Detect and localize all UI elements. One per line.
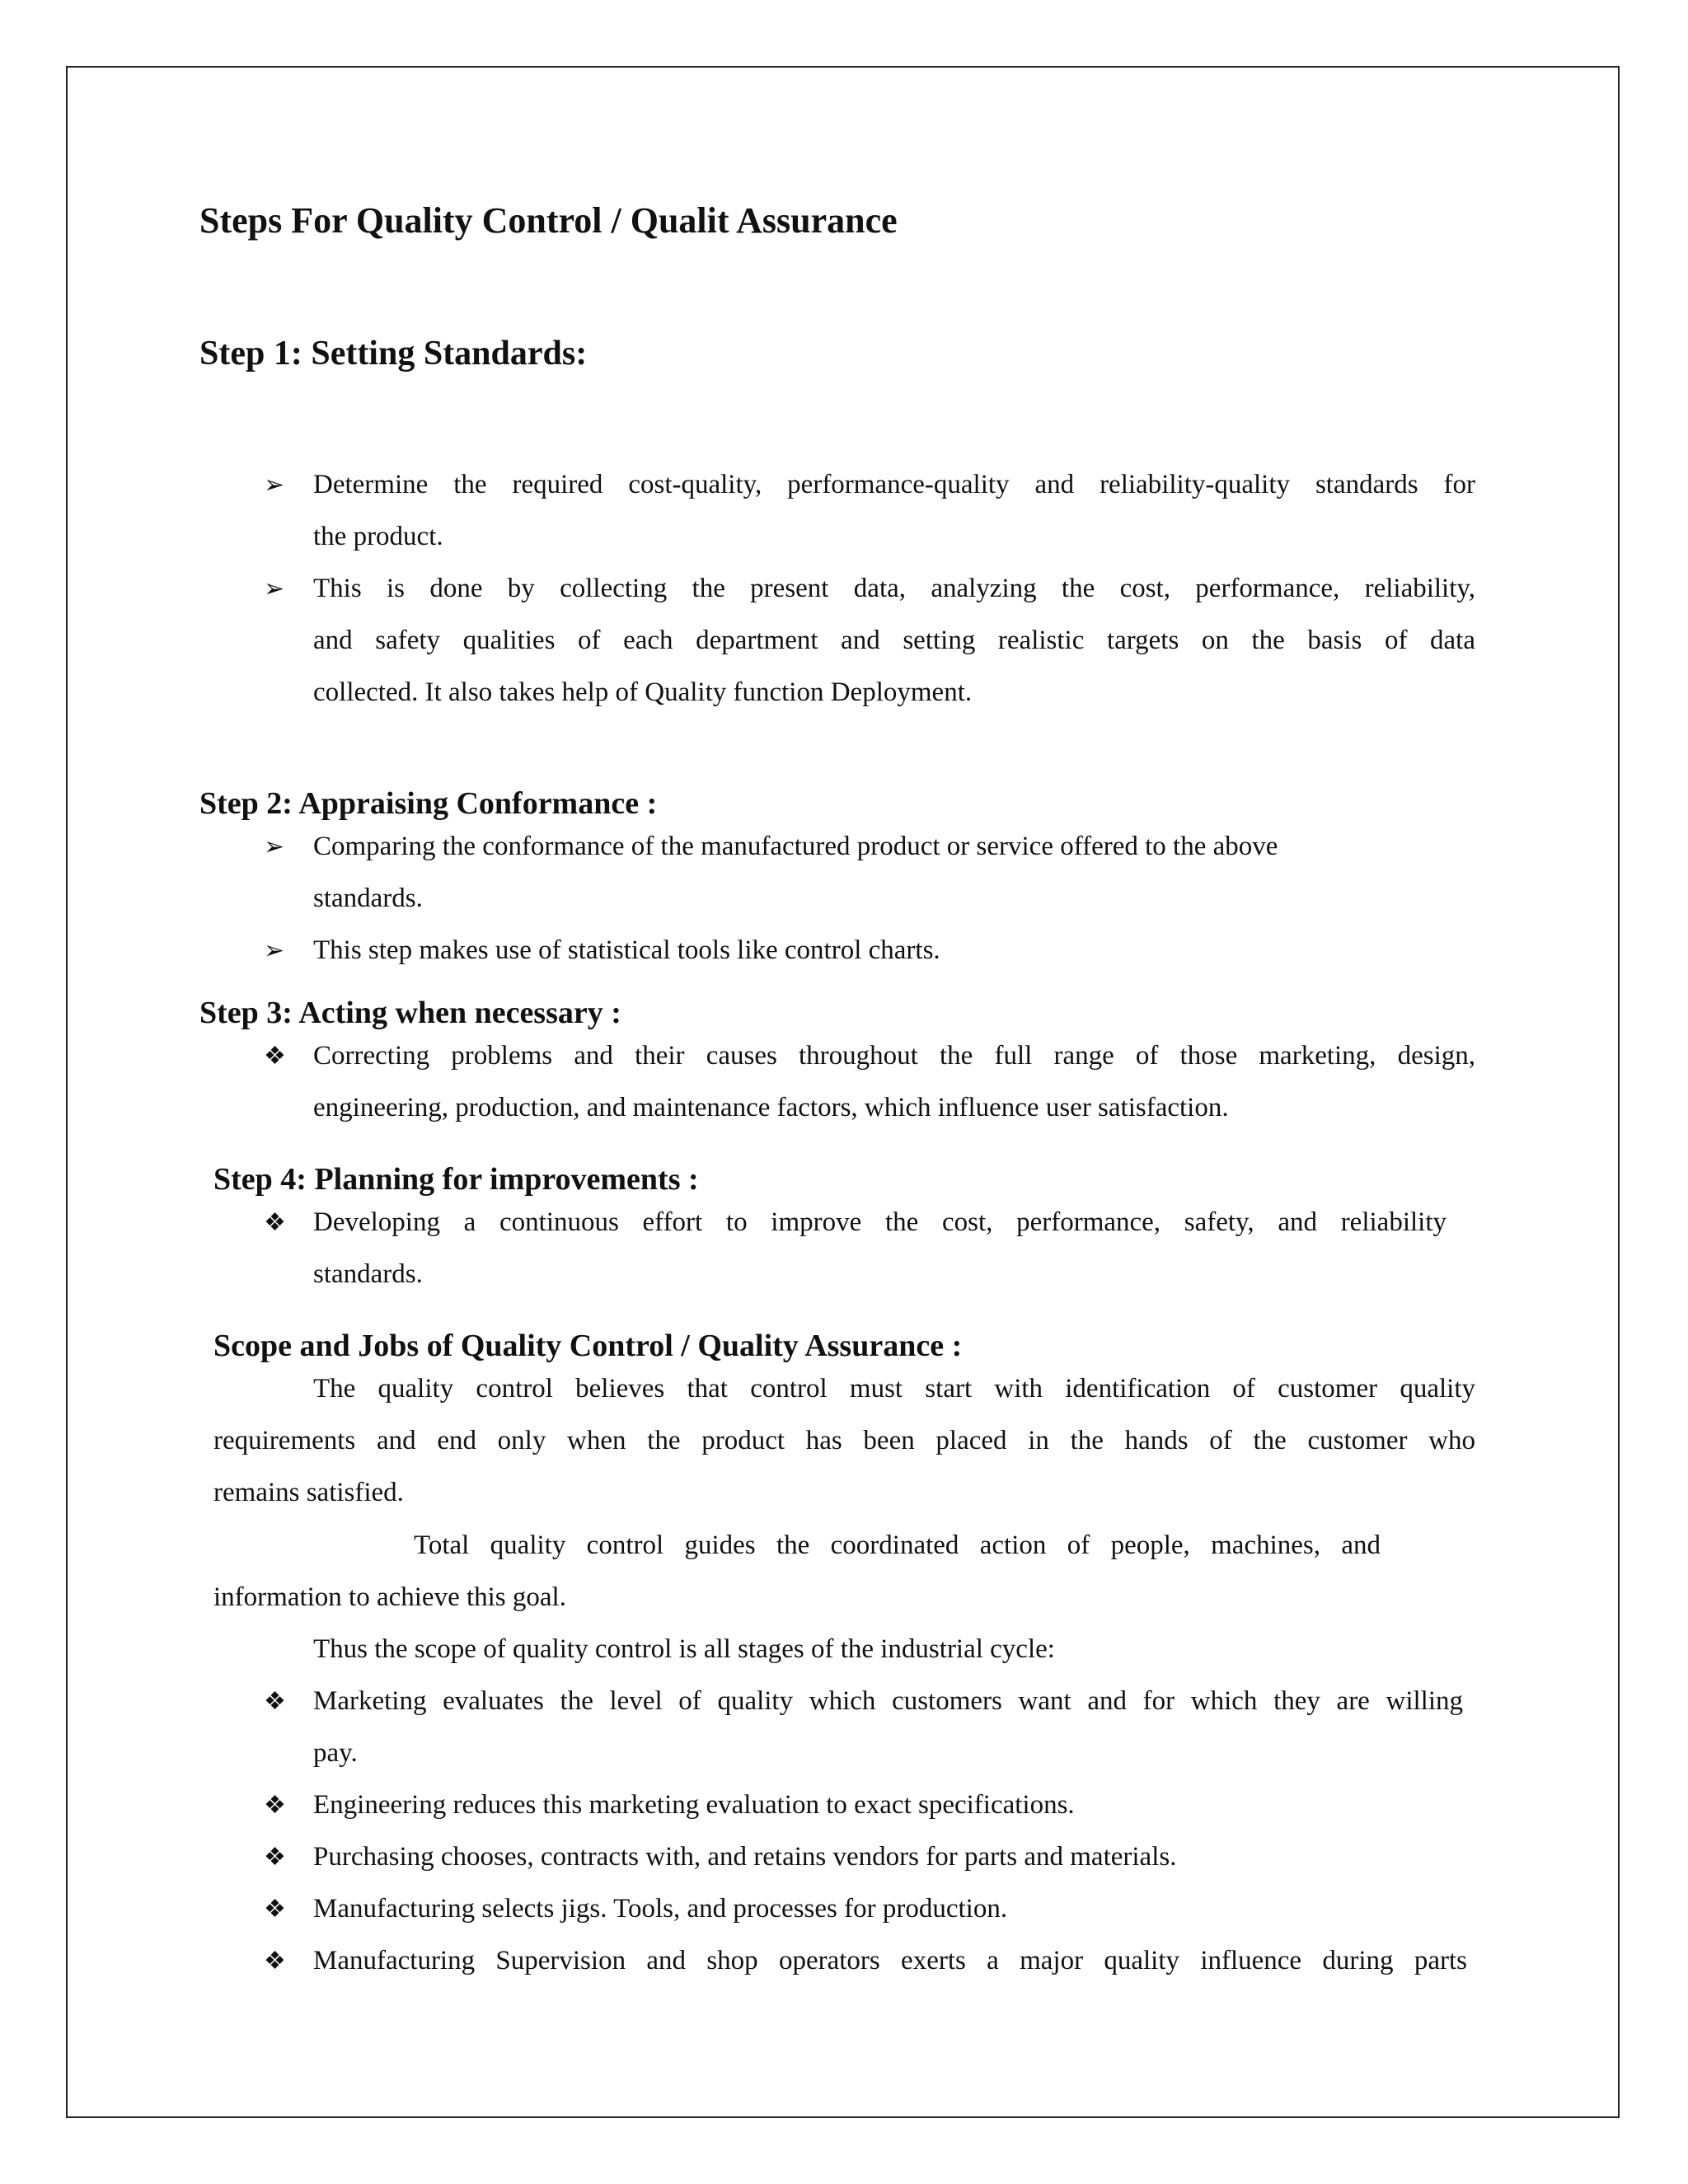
diamond-bullet-icon: ❖: [264, 1792, 286, 1819]
arrow-bullet-icon: ➢: [264, 471, 285, 499]
step2-heading: Step 2: Appraising Conformance :: [199, 786, 658, 821]
step2-bullet-1-line-2: standards.: [313, 883, 423, 913]
step4-bullet-1-line-1: Developing a continuous effort to improve the cost, performance, safety, and reliability: [313, 1207, 1447, 1237]
step2-bullet-2-line-1: This step makes use of statistical tools like control charts.: [313, 935, 940, 965]
scope-paragraph-1-line-3: remains satisfied.: [213, 1478, 404, 1507]
step4-bullet-1-line-2: standards.: [313, 1259, 423, 1289]
step4-heading: Step 4: Planning for improvements :: [213, 1162, 699, 1197]
scope-paragraph-2-line-1: Total quality control guides the coordinated action of people, machines, and: [414, 1530, 1381, 1560]
step1-bullet-2-line-3: collected. It also takes help of Quality function Deployment.: [313, 677, 973, 707]
step3-bullet-1-line-1: Correcting problems and their causes throughout the full range of those marketing, design,: [313, 1041, 1475, 1071]
diamond-bullet-icon: ❖: [264, 1844, 286, 1871]
step3-bullet-1-line-2: engineering, production, and maintenance factors, which influence user satisfaction.: [313, 1093, 1229, 1122]
scope-paragraph-3: Thus the scope of quality control is all stages of the industrial cycle:: [313, 1634, 1055, 1664]
scope-bullet-1-line-2: pay.: [313, 1738, 358, 1768]
diamond-bullet-icon: ❖: [264, 1043, 286, 1070]
scope-bullet-1-line-1: Marketing evaluates the level of quality which customers want and for which they are willing: [313, 1686, 1463, 1716]
diamond-bullet-icon: ❖: [264, 1209, 286, 1236]
scope-bullet-5-line-1: Manufacturing Supervision and shop operators exerts a major quality influence during parts: [313, 1946, 1467, 1975]
scope-heading: Scope and Jobs of Quality Control / Quality Assurance :: [213, 1329, 963, 1363]
arrow-bullet-icon: ➢: [264, 575, 285, 602]
scope-paragraph-1: [213, 1363, 1475, 1519]
scope-bullet-2-line-1: Engineering reduces this marketing evaluation to exact specifications.: [313, 1790, 1075, 1820]
step1-bullet-1-line-1: Determine the required cost-quality, performance-quality and reliability-quality standards for: [313, 470, 1475, 499]
step1-bullet-1-line-2: the product.: [313, 522, 443, 551]
step2-bullet-1-line-1: Comparing the conformance of the manufactured product or service offered to the above: [313, 832, 1278, 861]
arrow-bullet-icon: ➢: [264, 833, 285, 860]
arrow-bullet-icon: ➢: [264, 937, 285, 964]
step1-bullet-2-line-1: This is done by collecting the present data, analyzing the cost, performance, reliability,: [313, 574, 1475, 603]
scope-bullet-3-line-1: Purchasing chooses, contracts with, and retains vendors for parts and materials.: [313, 1842, 1177, 1872]
diamond-bullet-icon: ❖: [264, 1896, 286, 1923]
diamond-bullet-icon: ❖: [264, 1947, 286, 1975]
scope-paragraph-1-line-2: requirements and end only when the product has been placed in the hands of the customer who: [213, 1426, 1475, 1455]
scope-paragraph-2: [213, 1520, 1381, 1624]
step3-heading: Step 3: Acting when necessary :: [199, 996, 621, 1030]
step1-bullet-2-line-2: and safety qualities of each department and setting realistic targets on the basis of data: [313, 626, 1475, 655]
step1-heading: Step 1: Setting Standards:: [199, 335, 588, 373]
scope-bullet-4-line-1: Manufacturing selects jigs. Tools, and processes for production.: [313, 1894, 1008, 1924]
diamond-bullet-icon: ❖: [264, 1688, 286, 1715]
scope-paragraph-2-line-2: information to achieve this goal.: [213, 1582, 566, 1612]
page-title: Steps For Quality Control / Qualit Assurance: [199, 200, 898, 241]
scope-paragraph-1-line-1: The quality control believes that control must start with identification of customer quality: [313, 1374, 1475, 1404]
